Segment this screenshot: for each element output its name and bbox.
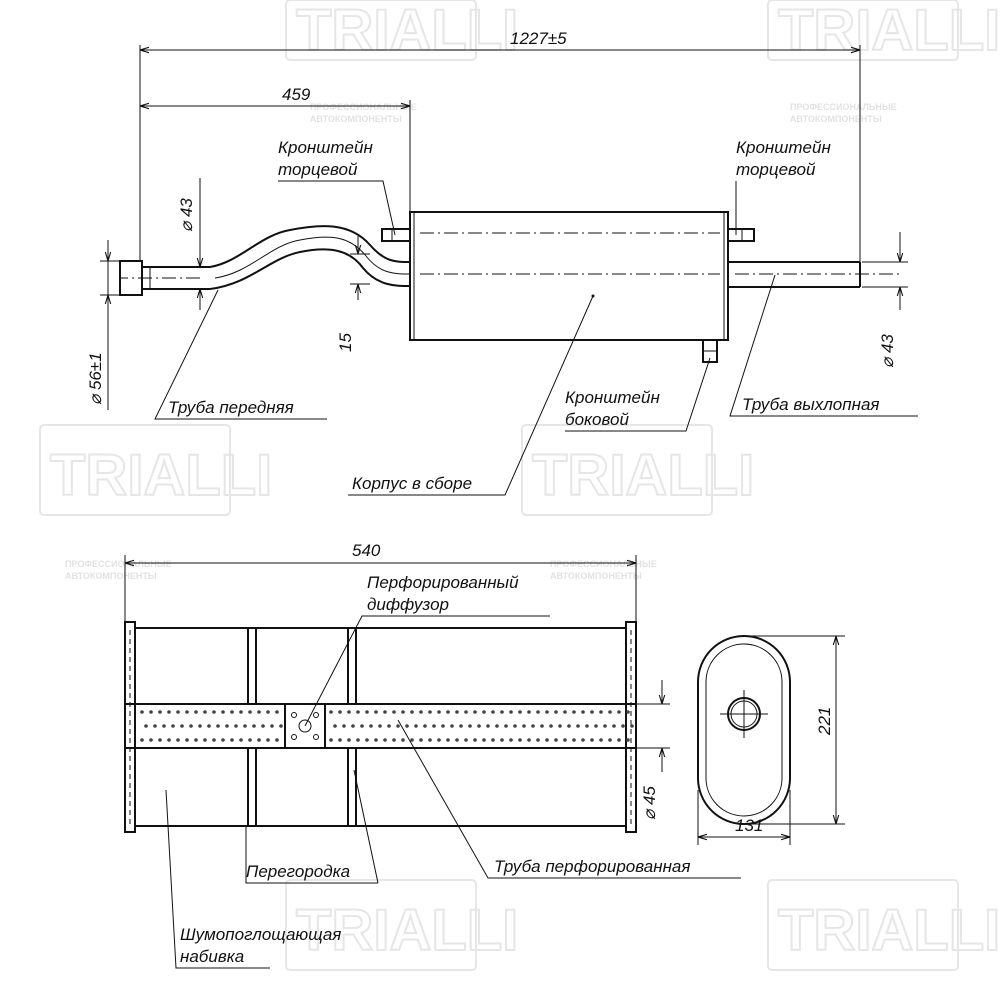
- perforation-hole: [581, 738, 585, 742]
- muffler-body: [120, 212, 754, 362]
- oval-end-view: [698, 636, 790, 824]
- perforation-hole: [158, 710, 162, 714]
- perforation-hole: [626, 738, 630, 742]
- dim-total-length-text: 1227±5: [510, 29, 567, 48]
- watermark-subtitle: АВТОКОМПОНЕНТЫ: [790, 114, 882, 124]
- perforation-hole: [374, 710, 378, 714]
- perforation-hole: [455, 710, 459, 714]
- perforation-hole: [500, 738, 504, 742]
- perforation-hole: [338, 738, 342, 742]
- perforation-hole: [266, 738, 270, 742]
- perforation-hole: [149, 710, 153, 714]
- perforation-hole: [410, 710, 414, 714]
- watermark-brand-text: TRIALLI: [778, 898, 1000, 963]
- perforation-hole: [185, 738, 189, 742]
- label-bracket-side: [565, 358, 710, 431]
- perforation-hole: [162, 724, 166, 728]
- perforation-hole: [234, 724, 238, 728]
- perforation-hole: [176, 738, 180, 742]
- perforation-hole: [149, 738, 153, 742]
- exhaust-pipe: [728, 262, 900, 287]
- perforation-hole: [275, 710, 279, 714]
- perforation-hole: [171, 724, 175, 728]
- perforation-hole: [594, 724, 598, 728]
- perforation-hole: [428, 710, 432, 714]
- label-line: Труба перфорированная: [494, 857, 691, 876]
- perforation-hole: [446, 738, 450, 742]
- watermark-logo: [768, 0, 1000, 63]
- dim-inlet-diameter-text: ⌀ 56±1: [86, 352, 105, 405]
- perforation-hole: [410, 738, 414, 742]
- perforation-hole: [626, 710, 630, 714]
- perforation-hole: [356, 710, 360, 714]
- perforation-hole: [437, 738, 441, 742]
- perforation-hole: [257, 710, 261, 714]
- perforation-hole: [527, 738, 531, 742]
- label-perforated-pipe: [398, 720, 741, 878]
- label-line: Шумопоглощающая: [180, 925, 342, 944]
- perforation-hole: [581, 710, 585, 714]
- perforation-hole: [473, 738, 477, 742]
- perforation-hole: [180, 724, 184, 728]
- perforation-hole: [140, 710, 144, 714]
- perforation-hole: [509, 710, 513, 714]
- perforation-hole: [455, 738, 459, 742]
- perforation-hole: [464, 710, 468, 714]
- label-line: торцевой: [278, 160, 358, 179]
- watermark-subtitle: АВТОКОМПОНЕНТЫ: [550, 571, 642, 581]
- perforation-hole: [347, 738, 351, 742]
- perforation-hole: [248, 710, 252, 714]
- perforation-hole: [221, 738, 225, 742]
- baffle: [348, 748, 356, 826]
- packing-chamber: [135, 748, 248, 826]
- perforation-hole: [563, 710, 567, 714]
- perforation-hole: [558, 724, 562, 728]
- perforation-hole: [383, 710, 387, 714]
- perforation-hole: [198, 724, 202, 728]
- perforation-hole: [387, 724, 391, 728]
- label-line: боковой: [565, 410, 629, 429]
- perforation-hole: [369, 724, 373, 728]
- perforation-hole: [504, 724, 508, 728]
- perforation-hole: [603, 724, 607, 728]
- perforation-hole: [563, 738, 567, 742]
- perforation-hole: [450, 724, 454, 728]
- perforation-hole: [230, 738, 234, 742]
- perforation-hole: [545, 738, 549, 742]
- perforated-pipe: [125, 704, 636, 748]
- perforation-hole: [275, 738, 279, 742]
- dim-width-text: 131: [735, 816, 764, 835]
- perforation-hole: [342, 724, 346, 728]
- perforation-hole: [617, 710, 621, 714]
- packing-chamber: [356, 628, 626, 704]
- perforation-holes: [140, 710, 634, 742]
- perforation-hole: [491, 710, 495, 714]
- perforation-hole: [401, 710, 405, 714]
- watermark-subtitle: ПРОФЕССИОНАЛЬНЫЕ: [790, 102, 897, 112]
- perforation-hole: [230, 710, 234, 714]
- label-line: набивка: [180, 947, 245, 966]
- perforation-hole: [414, 724, 418, 728]
- perforation-hole: [459, 724, 463, 728]
- perforation-hole: [464, 738, 468, 742]
- perforation-hole: [554, 738, 558, 742]
- perforation-hole: [468, 724, 472, 728]
- perforation-hole: [500, 710, 504, 714]
- perforation-hole: [167, 710, 171, 714]
- label-line: Перегородка: [246, 862, 351, 881]
- perforation-hole: [239, 710, 243, 714]
- watermark-subtitle: АВТОКОМПОНЕНТЫ: [310, 114, 402, 124]
- watermarks: [40, 0, 1000, 970]
- perforation-hole: [482, 738, 486, 742]
- perforation-hole: [428, 738, 432, 742]
- perforation-hole: [419, 710, 423, 714]
- perforation-hole: [491, 738, 495, 742]
- watermark-brand-text: TRIALLI: [296, 898, 519, 963]
- label-line: Труба выхлопная: [742, 395, 880, 414]
- perforation-hole: [599, 738, 603, 742]
- perforation-hole: [495, 724, 499, 728]
- label-line: Корпус в сборе: [352, 474, 473, 493]
- label-bracket-end-left: [278, 138, 395, 235]
- label-line: Труба передняя: [168, 398, 294, 417]
- packing-chamber: [356, 748, 626, 826]
- dim-front-diameter-text: ⌀ 43: [177, 198, 196, 232]
- perforation-hole: [333, 724, 337, 728]
- perforation-hole: [531, 724, 535, 728]
- perforation-hole: [585, 724, 589, 728]
- dim-outlet-diameter-text: ⌀ 43: [878, 334, 897, 368]
- label-line: Кронштейн: [278, 138, 373, 157]
- perforation-hole: [590, 738, 594, 742]
- perforation-hole: [279, 724, 283, 728]
- watermark-brand-text: TRIALLI: [296, 0, 519, 63]
- perforation-hole: [554, 710, 558, 714]
- perforation-hole: [572, 710, 576, 714]
- watermark-subtitle: ПРОФЕССИОНАЛЬНЫЕ: [550, 559, 657, 569]
- perforation-hole: [378, 724, 382, 728]
- perforation-hole: [392, 738, 396, 742]
- perforation-hole: [473, 710, 477, 714]
- perforation-hole: [329, 710, 333, 714]
- perforation-hole: [482, 710, 486, 714]
- perforation-hole: [356, 738, 360, 742]
- perforation-hole: [518, 710, 522, 714]
- perforation-hole: [140, 738, 144, 742]
- watermark-subtitle: ПРОФЕССИОНАЛЬНЫЕ: [65, 559, 172, 569]
- perforation-hole: [225, 724, 229, 728]
- watermark-brand-text: TRIALLI: [532, 443, 755, 508]
- perforation-hole: [545, 710, 549, 714]
- perforation-hole: [158, 738, 162, 742]
- perforation-hole: [536, 710, 540, 714]
- watermark-brand-text: TRIALLI: [50, 443, 273, 508]
- perforation-hole: [401, 738, 405, 742]
- perforation-hole: [549, 724, 553, 728]
- perforation-hole: [374, 738, 378, 742]
- baffle: [348, 628, 356, 704]
- perforation-hole: [518, 738, 522, 742]
- packing-chamber: [135, 628, 248, 704]
- perforation-hole: [239, 738, 243, 742]
- perforation-hole: [405, 724, 409, 728]
- perforation-hole: [338, 710, 342, 714]
- perforation-hole: [441, 724, 445, 728]
- perforation-hole: [252, 724, 256, 728]
- perforation-hole: [207, 724, 211, 728]
- perforation-hole: [360, 724, 364, 728]
- perforation-hole: [185, 710, 189, 714]
- perforation-hole: [261, 724, 265, 728]
- perforation-hole: [153, 724, 157, 728]
- perforation-hole: [608, 738, 612, 742]
- perforation-hole: [630, 724, 634, 728]
- watermark-logo: [522, 425, 754, 515]
- perforation-hole: [513, 724, 517, 728]
- perforation-hole: [243, 724, 247, 728]
- perforation-hole: [383, 738, 387, 742]
- perforation-hole: [167, 738, 171, 742]
- perforation-hole: [203, 710, 207, 714]
- perforation-hole: [612, 724, 616, 728]
- watermark-logo: [768, 880, 1000, 970]
- label-line: Кронштейн: [565, 388, 660, 407]
- perforation-hole: [419, 738, 423, 742]
- perforation-hole: [365, 738, 369, 742]
- perforation-hole: [221, 710, 225, 714]
- perforation-hole: [248, 738, 252, 742]
- perforation-hole: [423, 724, 427, 728]
- perforation-hole: [446, 710, 450, 714]
- label-line: диффузор: [367, 595, 450, 614]
- label-line: Кронштейн: [736, 138, 831, 157]
- perforation-hole: [347, 710, 351, 714]
- perforation-hole: [621, 724, 625, 728]
- perforation-hole: [590, 710, 594, 714]
- baffle: [248, 748, 256, 826]
- perforation-hole: [212, 738, 216, 742]
- label-front-pipe: [155, 290, 327, 419]
- perforation-hole: [522, 724, 526, 728]
- perforation-hole: [144, 724, 148, 728]
- dim-offset-text: 15: [336, 333, 355, 352]
- perforation-hole: [270, 724, 274, 728]
- perforation-hole: [329, 738, 333, 742]
- perforation-hole: [527, 710, 531, 714]
- perforation-hole: [203, 738, 207, 742]
- dim-front-length-text: 459: [282, 85, 311, 104]
- perforation-hole: [599, 710, 603, 714]
- front-pipe: [120, 226, 410, 295]
- label-line: Перфорированный: [367, 573, 519, 592]
- perforation-hole: [432, 724, 436, 728]
- perforation-hole: [509, 738, 513, 742]
- perforation-hole: [576, 724, 580, 728]
- perforation-hole: [608, 710, 612, 714]
- perforation-hole: [351, 724, 355, 728]
- label-bracket-end-right: [736, 138, 831, 235]
- perforation-hole: [212, 710, 216, 714]
- label-line: торцевой: [736, 160, 816, 179]
- watermark-brand-text: TRIALLI: [778, 0, 1000, 63]
- perforation-hole: [392, 710, 396, 714]
- perforation-hole: [540, 724, 544, 728]
- perforation-hole: [567, 724, 571, 728]
- perforation-hole: [486, 724, 490, 728]
- perforation-hole: [257, 738, 261, 742]
- perforation-hole: [617, 738, 621, 742]
- perforation-hole: [536, 738, 540, 742]
- perforation-hole: [194, 710, 198, 714]
- perforation-hole: [266, 710, 270, 714]
- watermark-logo: [40, 425, 272, 515]
- perforation-hole: [216, 724, 220, 728]
- watermark-subtitle: ПРОФЕССИОНАЛЬНЫЕ: [310, 102, 417, 112]
- perforation-hole: [176, 710, 180, 714]
- watermark-logo: [286, 0, 518, 63]
- dim-section-length-text: 540: [352, 541, 381, 560]
- dim-height-text: 221: [815, 706, 834, 735]
- perforation-hole: [396, 724, 400, 728]
- perforation-hole: [572, 738, 576, 742]
- watermark-subtitle: АВТОКОМПОНЕНТЫ: [65, 571, 157, 581]
- perforation-hole: [189, 724, 193, 728]
- baffle: [248, 628, 256, 704]
- perforation-hole: [437, 710, 441, 714]
- perforation-hole: [194, 738, 198, 742]
- perforation-hole: [365, 710, 369, 714]
- dim-pipe-diameter-text: ⌀ 45: [640, 786, 659, 820]
- perforation-hole: [477, 724, 481, 728]
